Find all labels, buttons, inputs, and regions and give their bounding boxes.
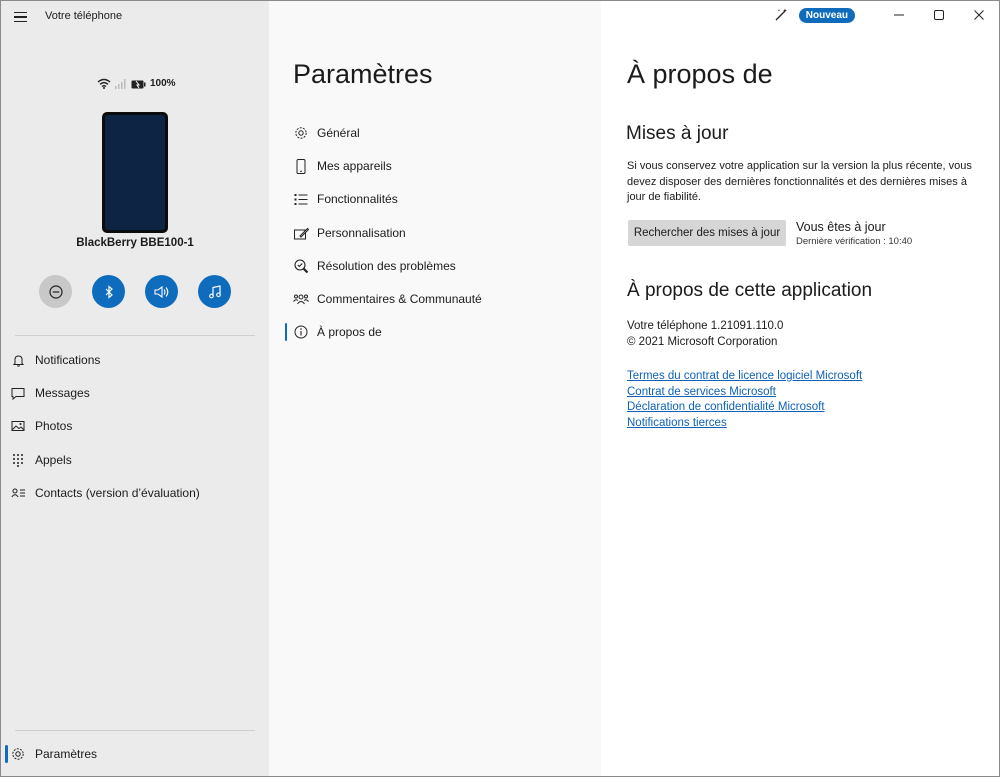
settings-item-about[interactable] xyxy=(285,319,585,345)
minimize-icon xyxy=(894,10,904,20)
new-badge[interactable]: Nouveau xyxy=(799,8,855,23)
app-title: Votre téléphone xyxy=(45,10,123,22)
nav-divider-bottom xyxy=(15,730,255,731)
message-icon xyxy=(11,387,25,400)
settings-item-label: Commentaires & Communauté xyxy=(317,292,482,306)
settings-item-label: Général xyxy=(317,126,360,140)
nav-label: Messages xyxy=(35,386,90,400)
magic-wand-icon xyxy=(774,8,788,22)
legal-links xyxy=(627,369,862,431)
updates-description: Si vous conservez votre application sur la version la plus récente, vous devez disposer des dernières fonctionnalités et des dernières mises à jour de fiabilité. xyxy=(627,160,972,203)
nav-item-notifications[interactable] xyxy=(1,345,269,375)
community-icon xyxy=(293,293,309,306)
bluetooth-button[interactable] xyxy=(92,275,125,308)
nav-label: Appels xyxy=(35,453,72,467)
left-pane xyxy=(1,1,269,776)
close-icon xyxy=(974,10,984,20)
bell-icon xyxy=(12,354,25,367)
nav-label: Notifications xyxy=(35,353,101,367)
settings-pane xyxy=(269,1,601,776)
nav-label: Contacts (version d’évaluation) xyxy=(35,486,200,500)
version-info xyxy=(627,318,783,350)
nav-item-contacts[interactable] xyxy=(1,478,269,508)
settings-item-label: À propos de xyxy=(317,325,382,339)
nav-label: Paramètres xyxy=(35,747,98,761)
about-pane xyxy=(601,1,999,776)
volume-button[interactable] xyxy=(145,275,178,308)
about-app-heading: À propos de cette application xyxy=(627,280,873,301)
version-text: Votre téléphone 1.21091.110.0 xyxy=(627,320,784,332)
device-name: BlackBerry BBE100-1 xyxy=(76,237,194,249)
battery-percent: 100% xyxy=(150,78,176,89)
settings-item-personalization[interactable] xyxy=(285,220,585,246)
music-button[interactable] xyxy=(198,275,231,308)
whats-new-button[interactable] xyxy=(769,3,793,27)
paint-icon xyxy=(294,227,309,240)
privacy-statement-link[interactable]: Déclaration de confidentialité Microsoft xyxy=(627,401,825,413)
dialpad-icon xyxy=(12,453,24,467)
settings-item-devices[interactable] xyxy=(285,153,585,179)
info-icon xyxy=(294,325,308,339)
close-button[interactable] xyxy=(959,1,999,29)
do-not-disturb-icon xyxy=(49,285,63,299)
battery-icon xyxy=(131,79,146,89)
settings-title: Paramètres xyxy=(293,59,433,89)
photos-icon xyxy=(11,420,25,432)
phone-status-bar xyxy=(97,78,176,89)
quick-actions xyxy=(39,275,231,308)
hamburger-menu-icon[interactable] xyxy=(9,7,31,27)
settings-item-label: Mes appareils xyxy=(317,159,392,173)
nav-divider xyxy=(15,335,255,336)
settings-item-general[interactable] xyxy=(285,120,585,146)
gear-icon xyxy=(11,747,25,761)
license-terms-link[interactable]: Termes du contrat de licence logiciel Microsoft xyxy=(627,370,863,382)
wifi-icon xyxy=(97,78,111,89)
maximize-button[interactable] xyxy=(919,1,959,29)
third-party-notices-link[interactable]: Notifications tierces xyxy=(627,416,727,429)
up-to-date-status: Vous êtes à jour xyxy=(796,220,886,234)
do-not-disturb-button[interactable] xyxy=(39,275,72,308)
bluetooth-icon xyxy=(103,285,115,299)
phone-icon xyxy=(296,159,306,174)
phone-screen xyxy=(105,115,165,230)
maximize-icon xyxy=(934,10,944,20)
services-agreement-link[interactable]: Contrat de services Microsoft xyxy=(627,385,776,398)
nav-label: Photos xyxy=(35,419,73,433)
settings-item-troubleshooting[interactable] xyxy=(285,253,585,279)
phone-image xyxy=(102,112,168,233)
list-icon xyxy=(294,193,308,206)
settings-item-feedback[interactable] xyxy=(285,286,585,312)
troubleshoot-icon xyxy=(294,259,309,273)
check-updates-button[interactable]: Rechercher des mises à jour xyxy=(628,220,786,246)
about-title: À propos de xyxy=(627,59,773,89)
settings-item-label: Résolution des problèmes xyxy=(317,259,456,273)
settings-item-label: Personnalisation xyxy=(317,226,406,240)
gear-icon xyxy=(294,126,308,140)
settings-item-label: Fonctionnalités xyxy=(317,192,398,206)
updates-heading: Mises à jour xyxy=(626,123,729,144)
music-icon xyxy=(208,285,222,299)
nav-item-messages[interactable] xyxy=(1,378,269,408)
settings-item-features[interactable] xyxy=(285,186,585,212)
title-bar-controls xyxy=(769,1,999,29)
last-check-time: Dernière vérification : 10:40 xyxy=(796,236,913,247)
copyright-text: © 2021 Microsoft Corporation xyxy=(627,336,778,348)
nav-item-photos[interactable] xyxy=(1,411,269,441)
nav-item-calls[interactable] xyxy=(1,445,269,475)
volume-icon xyxy=(154,285,170,299)
contacts-icon xyxy=(11,487,26,499)
minimize-button[interactable] xyxy=(879,1,919,29)
nav-item-settings[interactable] xyxy=(1,739,269,769)
signal-icon xyxy=(115,79,127,89)
